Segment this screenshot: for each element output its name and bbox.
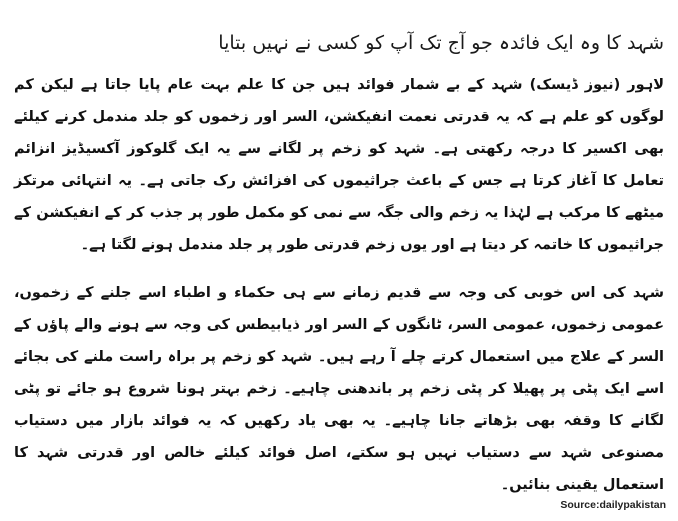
article-paragraph-1: لاہور (نیوز ڈیسک) شہد کے بے شمار فوائد ہیں جن کا علم بہت عام پایا جاتا ہے لیکن کم لوگوں کو علم ہے کہ یہ قدرتی نعمت انفیکشن، السر اور زخموں کو جلد مندمل کرنے کیلئے بھی اکسیر کا درجہ رکھتی ہے۔ شہد کو زخم پر لگانے سے یہ ایک گلوکوز آکسیڈیز انزائم تعامل کا آغاز کرتا ہے جس کے باعث جراثیموں کی افزائش رک جاتی ہے۔ یہ انتہائی مرتکز میٹھے کا مرکب ہے لہٰذا یہ زخم والی جگہ سے نمی کو مکمل طور پر جذب کر کے انفیکشن کے جراثیموں کا خاتمہ کر دیتا ہے اور یوں زخم قدرتی طور پر جلد مندمل ہونے لگتا ہے۔: [14, 77, 664, 253]
source-credit: Source:dailypakistan: [560, 499, 666, 511]
article-headline: شہد کا وہ ایک فائدہ جو آج تک آپ کو کسی نے نہیں بتایا: [218, 32, 664, 54]
article-paragraph-2: شہد کی اس خوبی کی وجہ سے قدیم زمانے سے ہی حکماء و اطباء اسے جلنے کے زخموں، عمومی زخموں، عمومی السر، ٹانگوں کے السر اور ذیابیطس کی وجہ سے ہونے والے پاؤں کے السر کے علاج میں استعمال کرتے چلے آ رہے ہیں۔ شہد کو زخم پر براہ راست ملنے کی بجائے اسے ایک پٹی پر پھیلا کر پٹی زخم پر باندھنی چاہیے۔ زخم بہتر ہونا شروع ہو جائے تو پٹی لگانے کا وقفہ بھی بڑھاتے جانا چاہیے۔ یہ بھی یاد رکھیں کہ یہ فوائد بازار میں دستیاب مصنوعی شہد سے دستیاب نہیں ہو سکتے، اصل فوائد کیلئے خالص اور قدرتی شہد کا استعمال یقینی بنائیں۔: [14, 285, 664, 493]
